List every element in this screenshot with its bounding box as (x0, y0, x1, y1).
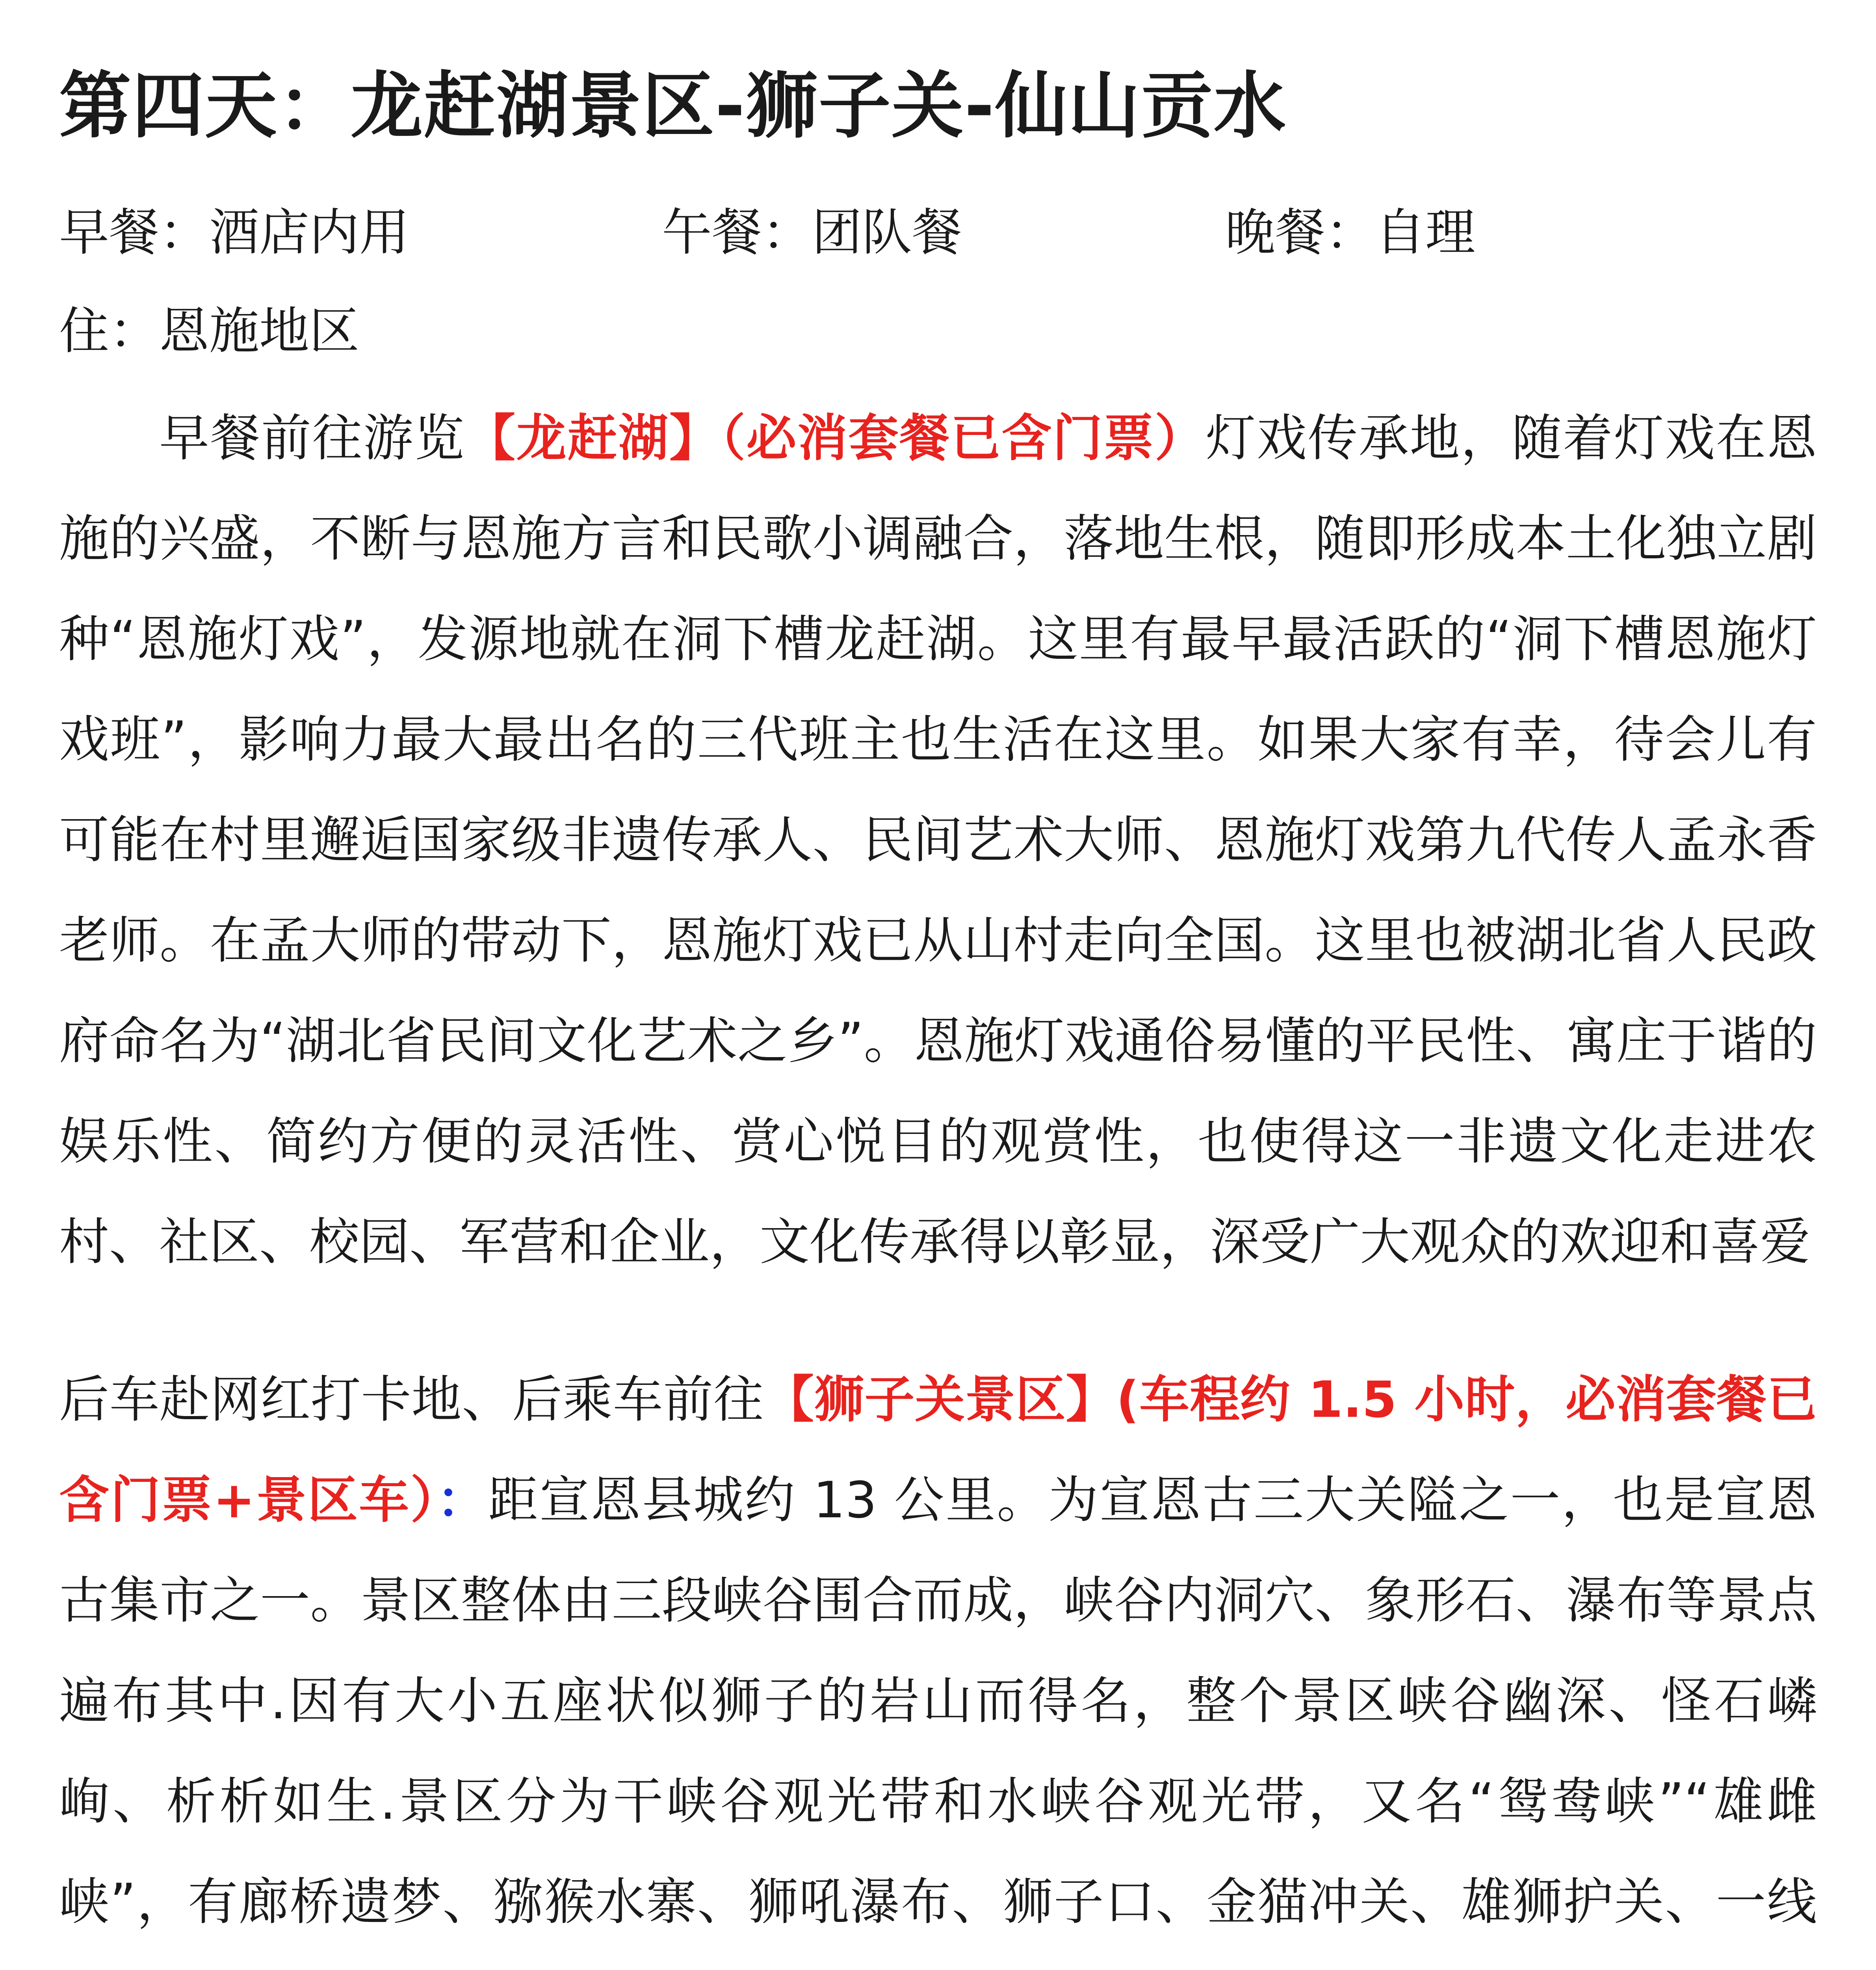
longganhu-paragraph (59, 388, 1817, 1292)
meals-row (59, 187, 1817, 278)
dinner-info: 晚餐：自理 (1225, 203, 1476, 262)
shiziguan-highlight: 【狮子关景区】(车程约 1.5 小时，必消套餐已含门票+景区车） (59, 1370, 1817, 1529)
paragraph-body: 距宣恩县城约 13 公里。为宣恩古三大关隘之一，也是宣恩古集市之一。景区整体由三段峡谷围合而成，峡谷内洞穴、象形石、瀑布等景点遍布其中.因有大小五座状似狮子的岩山而得名，整个景区峡谷幽深、怪石嶙峋、析析如生.景区分为干峡谷观光带和水峡谷观光带，又名“鸳鸯峡”“雄雌峡”，有廊桥遗梦、猕猴水寨、狮吼瀑布、狮子口、金猫冲关、雄狮护关、一线 (59, 1471, 1817, 1931)
breakfast-info: 早餐：酒店内用 (59, 203, 410, 262)
paragraph-body: 灯戏传承地，随着灯戏在恩施的兴盛，不断与恩施方言和民歌小调融合，落地生根，随即形成本土化独立剧种“恩施灯戏”，发源地就在洞下槽龙赶湖。这里有最早最活跃的“洞下槽恩施灯戏班”，影响力最大最出名的三代班主也生活在这里。如果大家有幸，待会儿有可能在村里邂逅国家级非遗传承人、民间艺术大师、恩施灯戏第九代传人孟永香老师。在孟大师的带动下，恩施灯戏已从山村走向全国。这里也被湖北省人民政府命名为“湖北省民间文化艺术之乡”。恩施灯戏通俗易懂的平民性、寓庄于谐的娱乐性、简约方便的灵活性、赏心悦目的观赏性，也使得这一非遗文化走进农村、社区、校园、军营和企业，文化传承得以彰显，深受广大观众的欢迎和喜爱 (59, 409, 1817, 1271)
accommodation-info: 住：恩施地区 (59, 302, 360, 360)
lunch-info: 午餐：团队餐 (662, 203, 962, 262)
highlight-colon: ： (436, 1471, 488, 1529)
shiziguan-paragraph (59, 1349, 1817, 1970)
longganhu-highlight: 【龙赶湖】（必消套餐已含门票） (465, 409, 1206, 467)
day-title: 第四天：龙赶湖景区-狮子关-仙山贡水 (59, 64, 1287, 148)
paragraph-lead: 后车赴网红打卡地、后乘车前往 (59, 1370, 764, 1429)
paragraph-lead: 早餐前往游览 (159, 409, 466, 467)
itinerary-page (59, 0, 1817, 1970)
